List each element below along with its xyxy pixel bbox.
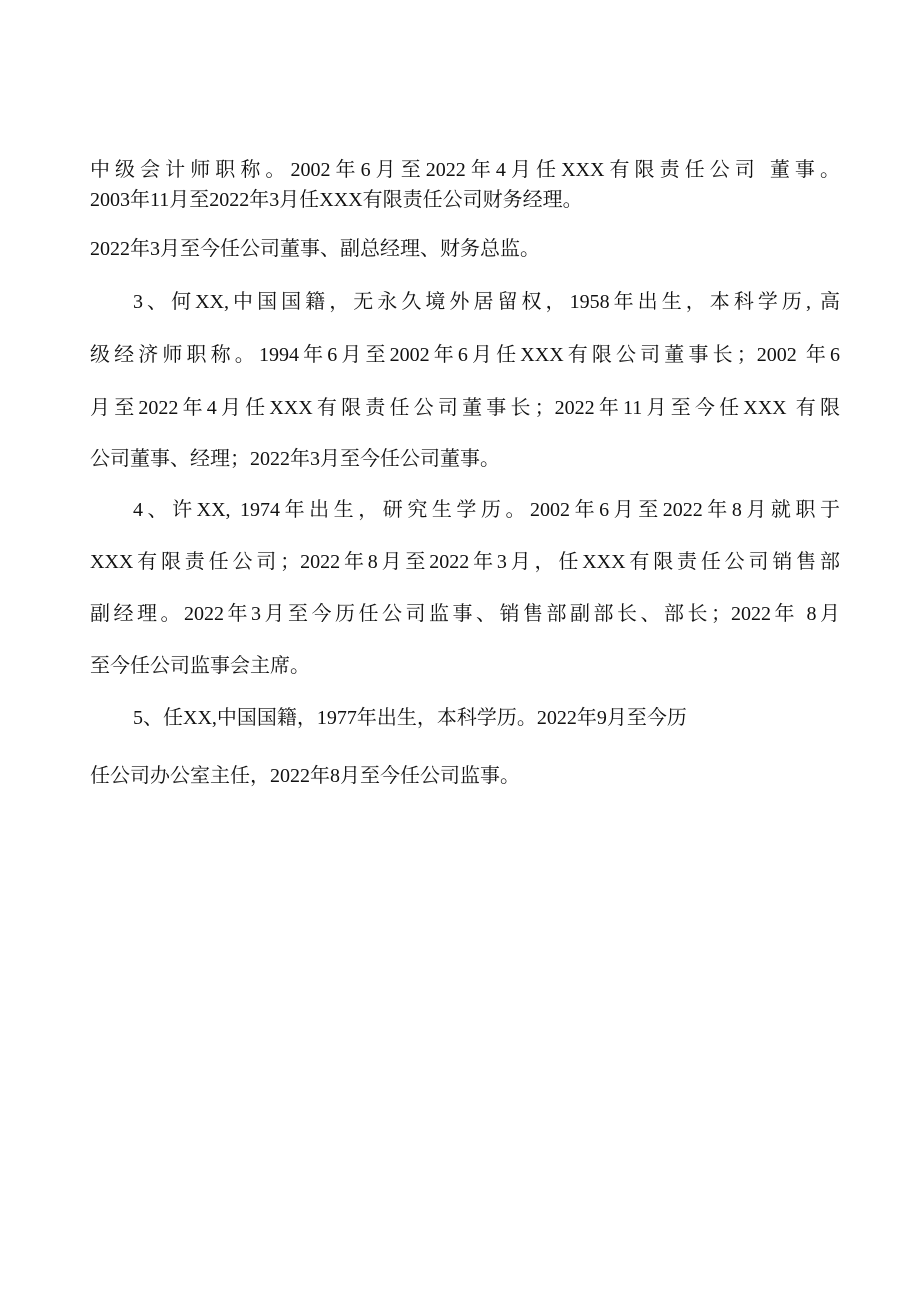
text-line: 3、何XX,中国国籍，无永久境外居留权，1958年出生，本科学历, 高 — [133, 291, 840, 313]
text-line: XXX有限责任公司；2022年8月至2022年3月，任XXX有限责任公司销售部 — [90, 551, 840, 573]
text-line: 中级会计师职称。2002年6月至2022年4月任XXX有限责任公司 董事。 — [90, 159, 840, 181]
text-line: 级经济师职称。1994年6月至2002年6月任XXX有限公司董事长；2002 年6 — [90, 344, 840, 366]
text-line: 月至2022年4月任XXX有限责任公司董事长；2022年11月至今任XXX 有限 — [90, 397, 840, 419]
text-line: 2003年11月至2022年3月任XXX有限责任公司财务经理。 — [90, 189, 583, 211]
text-line: 5、任XX,中国国籍，1977年出生，本科学历。2022年9月至今历 — [133, 707, 687, 729]
text-line: 至今任公司监事会主席。 — [90, 655, 310, 677]
text-line: 副经理。2022年3月至今历任公司监事、销售部副部长、部长；2022年 8月 — [90, 603, 840, 625]
text-line: 任公司办公室主任，2022年8月至今任公司监事。 — [90, 765, 520, 787]
text-line: 2022年3月至今任公司董事、副总经理、财务总监。 — [90, 238, 540, 260]
text-line: 4、许XX, 1974年出生，研究生学历。2002年6月至2022年8月就职于 — [133, 499, 840, 521]
text-line: 公司董事、经理；2022年3月至今任公司董事。 — [90, 448, 500, 470]
